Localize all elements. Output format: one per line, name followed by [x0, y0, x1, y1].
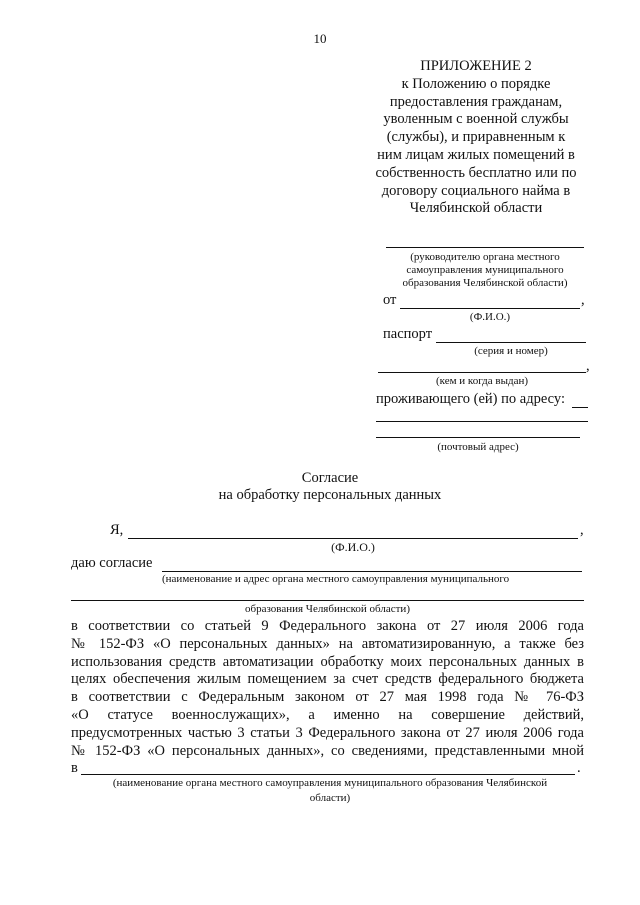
paragraph-line: в соответствии со статьей 9 Федерального закона от 27 июля 2006 года [71, 618, 584, 634]
appendix-line: Челябинской области [409, 200, 543, 217]
head-name-line [386, 247, 584, 248]
appendix-line: ним лицам жилых помещений в [377, 146, 575, 163]
i-label: Я, [110, 522, 124, 538]
address-line [376, 421, 588, 422]
from-fio-line [400, 308, 580, 309]
residing-label: проживающего (ей) по адресу: [376, 391, 565, 407]
appendix-header [360, 58, 592, 218]
paragraph-line: «О статусе военнослужащих», а именно на совершение действий, [71, 706, 584, 723]
consent-paragraph [71, 618, 584, 760]
passport-caption: (серия и номер) [474, 345, 548, 357]
appendix-line: уволенным с военной службы [383, 111, 569, 128]
head-caption [370, 251, 600, 290]
residing-line-tail [572, 407, 588, 408]
organ-caption: (наименование и адрес органа местного самоуправления муниципального [162, 573, 510, 585]
address-caption: (почтовый адрес) [437, 441, 519, 453]
paragraph-line: № 152-ФЗ «О персональных данных» на автоматизированную, а также без [71, 635, 584, 652]
paragraph-line: использования средств автоматизации обработку моих персональных данных в [71, 653, 584, 670]
appendix-line: договору социального найма в [381, 182, 571, 199]
final-organ-line [81, 774, 575, 775]
appendix-line: (службы), и приравненным к [386, 129, 566, 146]
appendix-line: к Положению о порядке [401, 75, 551, 92]
paragraph-line: в соответствии с Федеральным законом от 27 мая 1998 года № 76-ФЗ [71, 689, 584, 706]
from-fio-caption: (Ф.И.О.) [469, 311, 511, 323]
paragraph-line: № 152-ФЗ «О персональных данных», со сведениями, представленными мной [71, 742, 584, 759]
fio-line [128, 538, 578, 539]
consent-label: даю согласие [71, 555, 153, 571]
fio-caption: (Ф.И.О.) [331, 540, 375, 554]
paragraph-line: целях обеспечения жилым помещением за счет средств федерального бюджета [71, 671, 584, 688]
organ-line-2 [71, 600, 584, 601]
appendix-line: собственность бесплатно или по [375, 164, 577, 181]
in-label: в [71, 760, 78, 776]
from-label: от [383, 292, 397, 308]
issued-caption: (кем и когда выдан) [435, 375, 529, 387]
issued-comma: , [586, 358, 590, 374]
passport-line [436, 342, 586, 343]
final-caption: (наименование органа местного самоуправления муниципального образования Челябинской [112, 777, 548, 789]
passport-label: паспорт [383, 326, 433, 342]
organ-caption-2: образования Челябинской области) [245, 603, 410, 615]
consent-title: Согласие [301, 470, 359, 486]
page-number: 10 [313, 31, 327, 46]
paragraph-line: предусмотренных частью 3 статьи 3 Федерального закона от 27 июля 2006 года [71, 724, 584, 741]
final-caption-2: области) [309, 792, 351, 804]
from-comma: , [581, 292, 585, 308]
appendix-title: ПРИЛОЖЕНИЕ 2 [420, 58, 532, 74]
address-line [376, 437, 580, 438]
fio-comma: , [580, 522, 584, 538]
head-caption-line: самоуправления муниципального [406, 264, 564, 276]
final-period: . [577, 760, 581, 776]
organ-line [162, 571, 582, 572]
consent-subtitle: на обработку персональных данных [218, 487, 442, 503]
issued-line [378, 372, 586, 373]
head-caption-line: образования Челябинской области) [402, 277, 568, 289]
head-caption-line: (руководителю органа местного [410, 251, 560, 263]
appendix-line: предоставления гражданам, [389, 93, 563, 110]
